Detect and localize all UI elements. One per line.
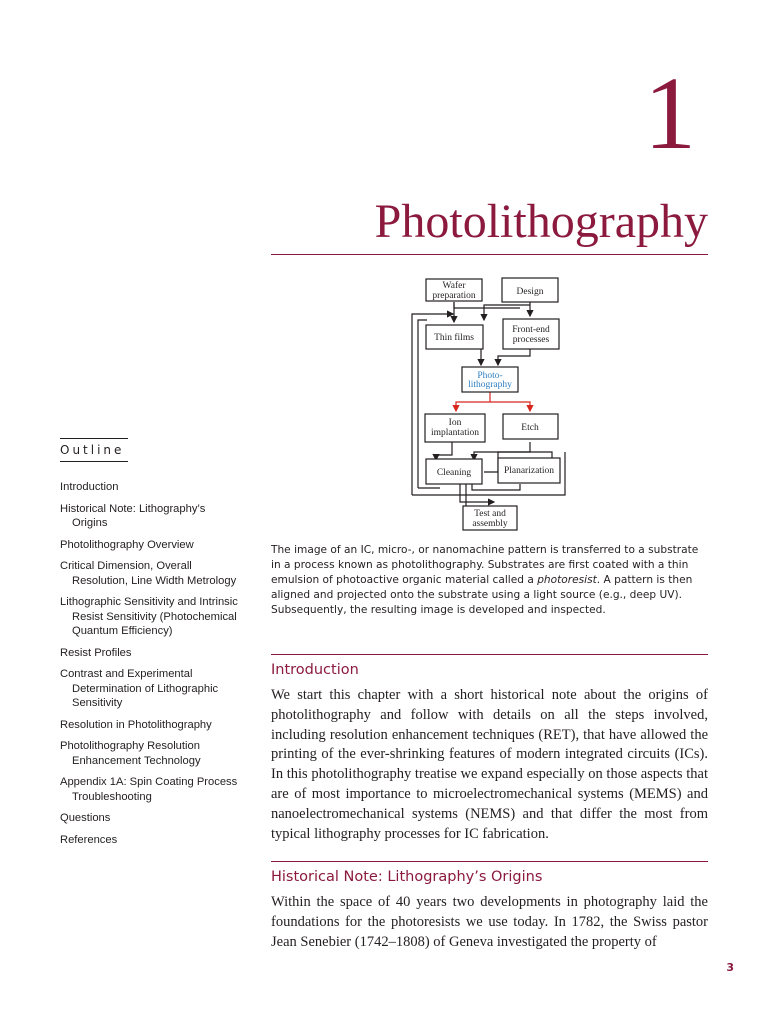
chapter-title: Photolithography — [374, 195, 708, 248]
svg-text:implantation: implantation — [430, 428, 480, 438]
process-flow-diagram — [400, 270, 580, 532]
introduction-heading: Introduction — [271, 662, 359, 678]
svg-text:Planarization: Planarization — [503, 466, 555, 476]
outline-title: Outline — [60, 438, 128, 457]
chapter-number: 1 — [644, 56, 696, 171]
outline-title-rule — [60, 461, 128, 462]
outline-item: Questions — [60, 812, 111, 824]
outline-item: References — [60, 833, 118, 846]
page-number: 3 — [726, 961, 734, 974]
historical-heading: Historical Note: Lithography’s Origins — [271, 869, 543, 885]
outline-item: Resolution in Photolithography — [60, 718, 212, 731]
outline-item: Lithographic Sensitivity and Intrinsic Resist Sensitivity (Photochemical Quantum Efficiency) — [60, 596, 238, 637]
outline-item: Photolithography Resolution Enhancement Technology — [60, 740, 201, 767]
outline-item: Appendix 1A: Spin Coating Process Troubleshooting — [60, 776, 238, 803]
svg-text:Thin films: Thin films — [434, 333, 474, 343]
introduction-paragraph: We start this chapter with a short historical note about the origins of photolithography and follow with details on all the steps involved, including resolution enhancement techniques (RET), that have allowed the printing of the ever-shrinking features of modern integrated circuits (ICs). In this photolithography treatise we expand especially on those aspects that are of most importance to microelectromechanical systems (MEMS) and nanoelectromechanical systems (NEMS) and that differ the most from typical lithography processes for IC fabrication. — [271, 687, 708, 842]
svg-text:lithography: lithography — [468, 380, 512, 390]
outline-item: Resist Profiles — [60, 646, 132, 659]
outline-item: Critical Dimension, Overall Resolution, Line Width Metrology — [60, 560, 237, 587]
outline-sidebar — [60, 438, 240, 854]
svg-text:Wafer: Wafer — [442, 281, 466, 291]
svg-text:Photo-: Photo- — [477, 371, 503, 381]
outline-item: Historical Note: Lithography’s Origins — [60, 502, 206, 529]
svg-text:preparation: preparation — [432, 291, 476, 301]
svg-text:processes: processes — [512, 335, 550, 345]
outline-item: Introduction — [60, 481, 119, 493]
svg-text:Cleaning: Cleaning — [436, 468, 472, 478]
outline-item: Contrast and Experimental Determination of Lithographic Sensitivity — [60, 668, 219, 709]
title-rule — [271, 254, 708, 255]
outline-item: Photolithography Overview — [60, 538, 194, 551]
intro-rule — [271, 654, 708, 655]
historical-rule — [271, 861, 708, 862]
figure-caption: The image of an IC, micro-, or nanomachine pattern is transferred to a substrate in a process known as photolithography. Substrates are first coated with a thin emulsion of photoactive organic material called a photoresist. A pattern is then aligned and projected onto the substrate using a light source (e.g., deep UV). Subsequently, the resulting image is developed and inspected. — [271, 544, 699, 616]
svg-text:Design: Design — [516, 287, 544, 297]
svg-text:Etch: Etch — [521, 423, 539, 433]
outline-list — [60, 480, 240, 847]
svg-text:assembly: assembly — [472, 519, 508, 529]
svg-text:Test and: Test and — [474, 509, 506, 519]
svg-text:Ion: Ion — [448, 418, 462, 428]
svg-text:Front-end: Front-end — [512, 325, 550, 335]
historical-paragraph: Within the space of 40 years two developments in photography laid the foundations for the photoresists we use today. In 1782, the Swiss pastor Jean Senebier (1742–1808) of Geneva investigated the property of — [271, 894, 708, 950]
